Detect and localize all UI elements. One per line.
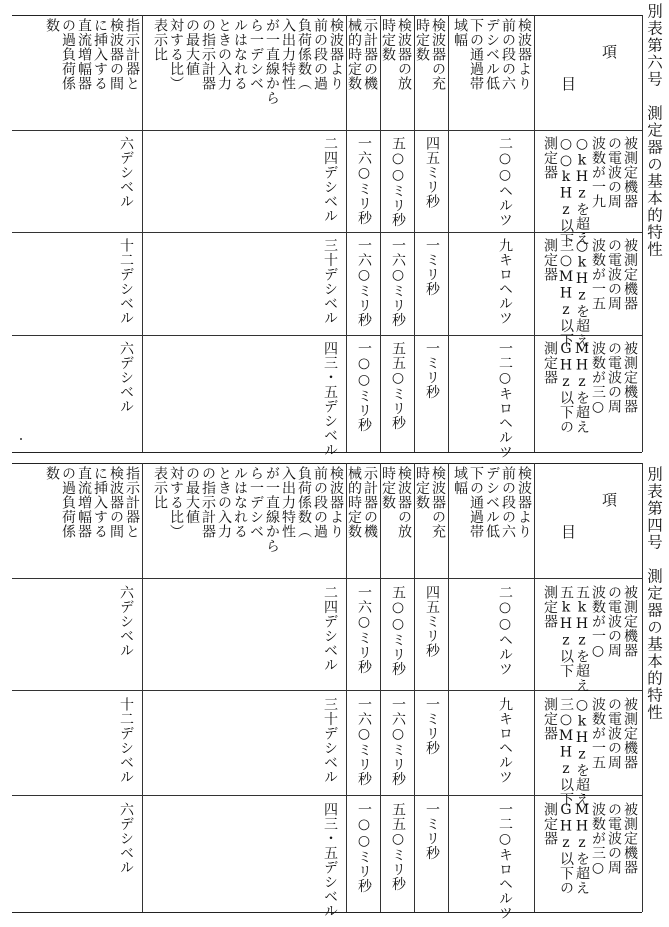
bandwidth-cell: 九キロヘルツ: [497, 697, 513, 784]
item-cell: 被測定機器 の電波の周 波数が三○ MHzを超え GHz以下の 測定器: [542, 802, 638, 895]
discharge-cell: 五○○ミリ秒: [390, 585, 406, 676]
header-bandwidth: 検波器より 前の段の六 デシベル低 下の通過帯 域幅: [452, 18, 532, 91]
dc-cell: 六デシベル: [118, 136, 134, 209]
bandwidth-cell: 九キロヘルツ: [497, 238, 513, 325]
charge-cell: 一ミリ秒: [424, 802, 440, 860]
discharge-cell: 一六○ミリ秒: [390, 238, 406, 327]
col-divider: [142, 15, 143, 452]
col-divider: [642, 15, 643, 452]
row-divider: [12, 232, 642, 233]
charge-cell: 四五ミリ秒: [424, 585, 440, 658]
bandwidth-cell: 二○○ヘルツ: [497, 136, 513, 227]
discharge-cell: 五五○ミリ秒: [390, 341, 406, 430]
header-mech: 示計器の機 械的時定数: [346, 18, 378, 91]
header-divider: [12, 130, 642, 131]
header-charge: 検波器の充 時定数: [414, 18, 446, 91]
overload-cell: 四三・五デシベル: [322, 341, 338, 457]
col-divider: [534, 15, 535, 452]
col-divider: [642, 463, 643, 912]
mech-cell: 一六○ミリ秒: [356, 585, 372, 674]
overload-cell: 二四デシベル: [322, 585, 338, 672]
mech-cell: 一○○ミリ秒: [356, 802, 372, 893]
header-discharge: 検波器の放 時定数: [380, 18, 412, 91]
mech-cell: 一六○ミリ秒: [356, 136, 372, 225]
header-bandwidth: 検波器より 前の段の六 デシベル低 下の通過帯 域幅: [452, 466, 532, 539]
col-divider: [534, 463, 535, 912]
dc-cell: 十二デシベル: [118, 238, 134, 325]
overload-cell: 三十デシベル: [322, 697, 338, 784]
side-title: 別表第六号 測定器の基本的特性: [645, 3, 663, 258]
col-divider: [448, 15, 449, 452]
overload-cell: 三十デシベル: [322, 238, 338, 325]
header-dc: 指示計器と 検波器の間 に挿入する 直流増幅器 の過負荷係 数: [44, 18, 140, 91]
charge-cell: 一ミリ秒: [424, 341, 440, 399]
discharge-cell: 一六○ミリ秒: [390, 697, 406, 786]
row-divider: [12, 795, 642, 796]
charge-cell: 一ミリ秒: [424, 697, 440, 755]
dc-cell: 六デシベル: [118, 341, 134, 414]
item-cell: 被測定機器 の電波の周 波数が一五 ○kHzを超え 三○MHz以下 測定器: [542, 238, 638, 348]
item-cell: 被測定機器 の電波の周 波数が一○ 五kHzを超え 五kHz以下 測定器: [542, 585, 638, 693]
charge-cell: 一ミリ秒: [424, 238, 440, 296]
header-dc: 指示計器と 検波器の間 に挿入する 直流増幅器 の過負荷係 数: [44, 466, 140, 539]
bandwidth-cell: 一二○キロヘルツ: [497, 341, 513, 459]
discharge-cell: 五○○ミリ秒: [390, 136, 406, 227]
charge-cell: 四五ミリ秒: [424, 136, 440, 209]
top-rule: [12, 15, 642, 16]
mech-cell: 一○○ミリ秒: [356, 341, 372, 432]
col-divider: [142, 463, 143, 912]
item-cell: 被測定機器 の電波の周 波数が三○ MHzを超え GHz以下の 測定器: [542, 341, 638, 434]
row-divider: [12, 335, 642, 336]
overload-cell: 二四デシベル: [322, 136, 338, 223]
bandwidth-cell: 一二○キロヘルツ: [497, 802, 513, 920]
top-rule: [12, 463, 642, 464]
header-overload: 検波器より 前の段の過 負荷係数（ 入出力特性 が一直線から ら一デシベ ルはなれる ときの入力 の指示計器 の最大値 対する比） 表示比: [152, 18, 344, 105]
bandwidth-cell: 二○○ヘルツ: [497, 585, 513, 676]
dc-cell: 六デシベル: [118, 585, 134, 658]
row-divider: [12, 690, 642, 691]
header-discharge: 検波器の放 時定数: [380, 466, 412, 539]
mech-cell: 一六○ミリ秒: [356, 238, 372, 327]
mech-cell: 一六○ミリ秒: [356, 697, 372, 786]
scan-speck: [20, 438, 22, 440]
col-divider: [448, 463, 449, 912]
header-item: 項 目: [559, 44, 618, 92]
overload-cell: 四三・五デシベル: [322, 802, 338, 918]
header-divider: [12, 578, 642, 579]
side-title: 別表第四号 測定器の基本的特性: [645, 466, 663, 721]
dc-cell: 十二デシベル: [118, 697, 134, 784]
header-item: 項 目: [559, 492, 618, 540]
dc-cell: 六デシベル: [118, 802, 134, 875]
discharge-cell: 五五○ミリ秒: [390, 802, 406, 891]
header-mech: 示計器の機 械的時定数: [346, 466, 378, 539]
header-charge: 検波器の充 時定数: [414, 466, 446, 539]
item-cell: 被測定機器 の電波の周 波数が一五 ○kHzを超え 三○MHz以下 測定器: [542, 697, 638, 807]
item-cell: 被測定機器 の電波の周 波数が一九 ○kHzを超え ○○kHz以下 測定器: [542, 136, 638, 248]
header-overload: 検波器より 前の段の過 負荷係数（ 入出力特性 が一直線から ら一デシベ ルはなれる ときの入力 の指示計器 の最大値 対する比） 表示比: [152, 466, 344, 553]
